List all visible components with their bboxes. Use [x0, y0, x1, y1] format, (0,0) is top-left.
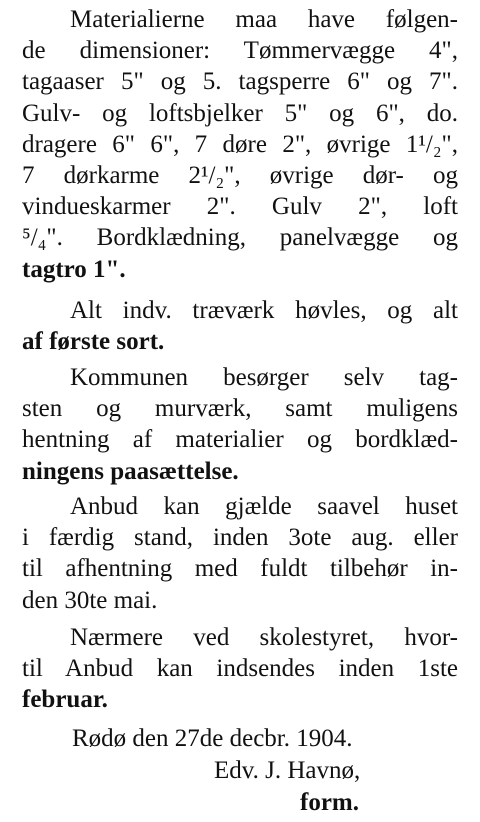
text-line: i færdig stand, inden 3ote aug. eller: [22, 524, 458, 552]
text-line: Gulv- og loftsbjelker 5" og 6", do.: [22, 99, 458, 127]
text-line: februar.: [22, 686, 108, 714]
text-line: hentning af materialier og bordklæd-: [22, 426, 458, 454]
text-line: den 30te mai.: [22, 586, 158, 614]
text-line: Nærmere ved skolestyret, hvor-: [70, 624, 458, 651]
paragraph-materials: [22, 4, 458, 285]
text-line: ningens paasættelse.: [22, 457, 239, 485]
paragraph-submission: [22, 622, 458, 716]
text-line: til Anbud kan indsendes inden 1ste: [22, 655, 458, 683]
text-line: de dimensioner: Tømmervægge 4",: [22, 37, 458, 65]
signature-place-date: Rødø den 27de decbr. 1904.: [72, 725, 353, 752]
text-line: vindueskarmer 2". Gulv 2", loft: [22, 193, 458, 221]
signature-role: form.: [300, 789, 359, 816]
text-line: Alt indv. træværk høvles, og alt: [70, 297, 458, 324]
text-line: sten og murværk, samt muligens: [22, 395, 458, 423]
text-line: Anbud kan gjælde saavel huset: [70, 493, 458, 520]
text-line: 7 dørkarme 2¹/₂", øvrige dør- og: [22, 162, 458, 190]
text-line: dragere 6" 6", 7 døre 2", øvrige 1¹/₂",: [22, 130, 458, 158]
text-line: tagtro 1".: [22, 255, 126, 283]
paragraph-woodwork: [22, 295, 458, 357]
text-line: af første sort.: [22, 328, 165, 356]
text-line: til afhentning med fuldt tilbehør in-: [22, 555, 458, 583]
signature-name: Edv. J. Havnø,: [214, 757, 361, 784]
paragraph-tender: [22, 491, 458, 616]
text-line: Materialierne maa have følgen-: [70, 6, 458, 33]
text-line: Kommunen besørger selv tag-: [70, 364, 458, 391]
text-line: ⁵/₄". Bordklædning, panelvægge og: [22, 224, 458, 252]
text-line: tagaaser 5" og 5. tagsperre 6" og 7".: [22, 68, 458, 96]
paragraph-municipality: [22, 362, 458, 487]
